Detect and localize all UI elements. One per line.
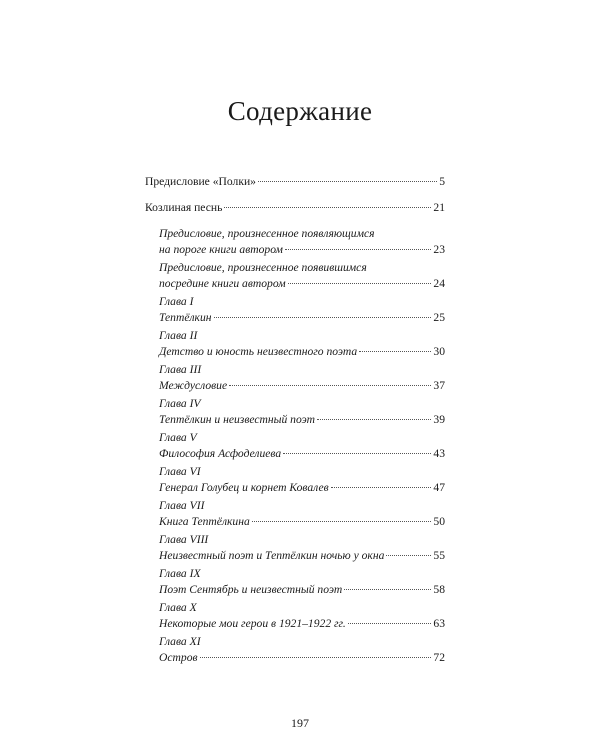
toc-entry-text: Козлиная песнь — [145, 201, 223, 214]
toc-entry-text: Книга Тептёлкина — [159, 515, 250, 528]
toc-entry-line — [159, 362, 445, 378]
dot-leader — [386, 555, 431, 556]
toc-entry — [159, 362, 445, 394]
toc-entry-text: Тептёлкин — [159, 311, 212, 324]
toc-entry-text: Некоторые мои герои в 1921–1922 гг. — [159, 617, 346, 630]
toc-entry — [159, 600, 445, 632]
toc-entry-line — [159, 650, 445, 666]
toc-page-number: 5 — [439, 175, 445, 188]
dot-leader — [224, 207, 431, 208]
dot-leader — [214, 317, 432, 318]
toc-entry — [159, 260, 445, 292]
toc-entry-line — [159, 514, 445, 530]
toc-entry-line — [159, 260, 445, 276]
toc-page-number: 21 — [433, 201, 445, 214]
toc-entry-text: Неизвестный поэт и Тептёлкин ночью у окна — [159, 549, 385, 562]
toc-entry-text: Детство и юность неизвестного поэта — [159, 345, 358, 358]
toc-entry-text: Глава XI — [159, 635, 201, 648]
toc-entry — [159, 294, 445, 326]
toc-entry — [145, 174, 445, 190]
toc-entry-text: Остров — [159, 651, 198, 664]
toc-entry-line — [159, 396, 445, 412]
toc-entry-line — [159, 548, 445, 564]
toc-entry-line — [159, 498, 445, 514]
toc-page-number: 55 — [433, 549, 445, 562]
dot-leader — [283, 453, 431, 454]
toc-entry-text: Междусловие — [159, 379, 228, 392]
toc-entry — [159, 396, 445, 428]
toc-entry-text: Предисловие, произнесенное появившимся — [159, 261, 367, 274]
toc-page-number: 50 — [433, 515, 445, 528]
toc-page-number: 63 — [433, 617, 445, 630]
toc-entry — [159, 328, 445, 360]
toc-entry-line — [159, 276, 445, 292]
toc-entry-line — [159, 616, 445, 632]
toc-page-number: 47 — [433, 481, 445, 494]
toc-entry-line — [159, 294, 445, 310]
toc-entry-text: Глава X — [159, 601, 197, 614]
toc-entry-line — [159, 634, 445, 650]
toc-entry-line — [145, 200, 445, 216]
dot-leader — [344, 589, 431, 590]
toc-entry-text: Глава IV — [159, 397, 201, 410]
toc-entry-text: Поэт Сентябрь и неизвестный поэт — [159, 583, 343, 596]
toc-entry — [159, 634, 445, 666]
toc-entry-line — [159, 310, 445, 326]
toc-entry-text: Генерал Голубец и корнет Ковалев — [159, 481, 329, 494]
toc-entry-line — [159, 242, 445, 258]
toc-entry-text: на пороге книги автором — [159, 243, 283, 256]
dot-leader — [317, 419, 431, 420]
toc-entry-text: Философия Асфоделиева — [159, 447, 282, 460]
dot-leader — [331, 487, 432, 488]
toc-entry-text: Глава III — [159, 363, 202, 376]
toc-entry-text: Предисловие, произнесенное появляющимся — [159, 227, 375, 240]
toc-entry-line — [159, 430, 445, 446]
toc-entry — [159, 464, 445, 496]
toc-entry-text: Глава V — [159, 431, 197, 444]
dot-leader — [229, 385, 431, 386]
toc-page-number: 39 — [433, 413, 445, 426]
toc-page-number: 72 — [433, 651, 445, 664]
table-of-contents — [145, 174, 445, 668]
toc-entry — [159, 566, 445, 598]
toc-entry-text: Глава II — [159, 329, 198, 342]
toc-entry-line — [159, 446, 445, 462]
toc-entry-text: Глава VII — [159, 499, 205, 512]
toc-entry — [159, 226, 445, 258]
toc-entry-line — [159, 600, 445, 616]
toc-entry-text: Глава VI — [159, 465, 201, 478]
toc-page-number: 25 — [433, 311, 445, 324]
toc-page-number: 30 — [433, 345, 445, 358]
toc-entry-line — [159, 566, 445, 582]
toc-entry — [159, 430, 445, 462]
dot-leader — [285, 249, 431, 250]
dot-leader — [200, 657, 432, 658]
toc-entry-line — [159, 378, 445, 394]
toc-entry-line — [159, 464, 445, 480]
dot-leader — [348, 623, 432, 624]
toc-entry-text: Предисловие «Полки» — [145, 175, 256, 188]
dot-leader — [252, 521, 432, 522]
dot-leader — [359, 351, 431, 352]
page-number: 197 — [291, 716, 309, 730]
toc-entry-text: Глава VIII — [159, 533, 209, 546]
toc-page-number: 58 — [433, 583, 445, 596]
toc-page-number: 37 — [433, 379, 445, 392]
toc-entry-line — [159, 344, 445, 360]
dot-leader — [258, 181, 437, 182]
toc-entry-line — [145, 174, 445, 190]
toc-entry-text: Тептёлкин и неизвестный поэт — [159, 413, 315, 426]
toc-entry — [159, 532, 445, 564]
toc-entry-text: Глава I — [159, 295, 194, 308]
toc-entry — [145, 200, 445, 216]
page-title: Содержание — [227, 96, 373, 126]
toc-page-number: 23 — [433, 243, 445, 256]
toc-entry-line — [159, 480, 445, 496]
toc-entry-line — [159, 226, 445, 242]
toc-entry-line — [159, 582, 445, 598]
toc-page-number: 43 — [433, 447, 445, 460]
toc-entry-line — [159, 532, 445, 548]
toc-entry-line — [159, 328, 445, 344]
dot-leader — [288, 283, 432, 284]
toc-page-number: 24 — [433, 277, 445, 290]
toc-entry-text: Глава IX — [159, 567, 201, 580]
toc-entry — [159, 498, 445, 530]
toc-entry-line — [159, 412, 445, 428]
toc-entry-text: посредине книги автором — [159, 277, 286, 290]
